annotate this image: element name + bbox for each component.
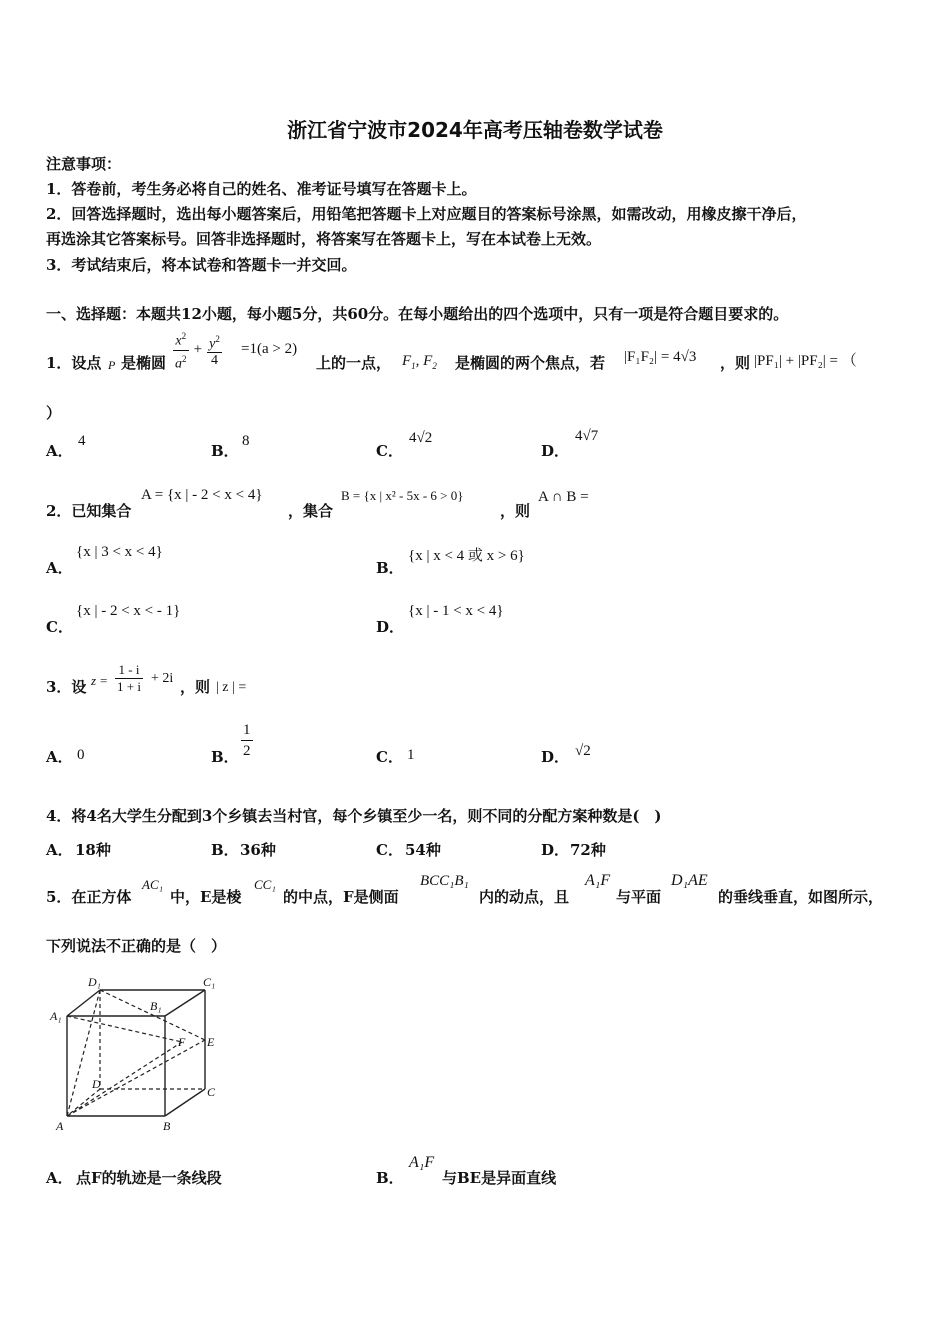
q2-text-3: ，则 — [500, 502, 531, 520]
q5-text-line-2: 下列说法不正确的是（ ） — [46, 937, 227, 955]
q5-option-b-math: A₁F — [409, 1154, 435, 1171]
q3-plus-2i: + 2i — [151, 671, 174, 686]
q1-option-a-value: 4 — [78, 433, 86, 449]
q1-text-3: 上的一点， — [316, 354, 392, 372]
q1-option-c-label: C． — [376, 442, 403, 460]
q1-close-paren: ） — [46, 404, 62, 422]
q3-option-a-value: 0 — [77, 747, 85, 763]
q2-option-b-value: {x | x < 4 或 x > 6} — [408, 548, 525, 564]
q3-option-a-label: A． — [46, 748, 73, 766]
q1-text-2: 是椭圆 — [121, 354, 167, 372]
note-item-1: 1．答卷前，考生务必将自己的姓名、准考证号填写在答题卡上。 — [46, 180, 477, 198]
q3-option-b-value: $\frac{1}{2}$ — [243, 722, 251, 759]
q1-frac-y: $\frac{y^2}{4}$ — [207, 331, 222, 370]
q5-math-d1ae: D₁AE — [671, 872, 708, 889]
q1-condition: |F₁F₂| = 4√3 — [624, 349, 697, 365]
q5-option-a-label: A． — [46, 1169, 73, 1187]
q1-text-5: ，则 — [720, 354, 751, 372]
fig-label-c: C — [207, 1085, 216, 1099]
page-title: 浙江省宁波市2024年高考压轴卷数学试卷 — [287, 118, 663, 142]
q1-ask: |PF₁| + |PF₂| = （ — [754, 353, 857, 369]
note-item-2: 2．回答选择题时，选出每小题答案后，用铅笔把答题卡上对应题目的答案标号涂黑，如需改动，用橡皮擦干净后， — [46, 205, 807, 223]
fig-label-a1: A₁ — [50, 1009, 62, 1023]
q1-frac-x: $\frac{x^2}{a^2}$ — [173, 328, 189, 372]
q5-text-5: 与平面 — [616, 888, 662, 906]
fig-label-d1: D₁ — [88, 975, 101, 989]
fig-label-b1: B₁ — [150, 999, 162, 1013]
cube-edge-c-b — [165, 1089, 205, 1116]
notes-heading: 注意事项： — [46, 155, 122, 173]
q2-option-c-value: {x | - 2 < x < - 1} — [76, 603, 181, 619]
q4-option-a-value: 18种 — [75, 841, 111, 859]
q2-option-d-label: D． — [376, 618, 405, 636]
q4-option-d-value: 72种 — [570, 841, 606, 859]
q5-math-ac1: AC₁ — [142, 877, 164, 892]
q2-text-2: ，集合 — [288, 502, 334, 520]
q1-point-p: P — [108, 358, 116, 372]
q5-text-4: 内的动点，且 — [479, 888, 570, 906]
q1-eq-end: =1(a > 2) — [241, 341, 298, 357]
q3-option-d-label: D． — [541, 748, 570, 766]
q2-ask: A ∩ B = — [538, 489, 589, 505]
q5-text-6: 的垂线垂直，如图所示， — [718, 888, 884, 906]
q2-set-a: A = {x | - 2 < x < 4} — [141, 487, 263, 503]
q5-math-a1f: A₁F — [585, 872, 611, 889]
fig-label-a: A — [56, 1119, 64, 1133]
cube-hidden-d-a — [67, 1089, 100, 1116]
note-item-3: 3．考试结束后，将本试卷和答题卡一并交回。 — [46, 256, 357, 274]
cube-line-a-e — [67, 1040, 205, 1116]
q2-option-a-value: {x | 3 < x < 4} — [76, 544, 163, 560]
q3-text-2: ，则 — [180, 678, 211, 696]
q3-numerator: 1 - i — [115, 662, 143, 679]
q2-option-d-value: {x | - 1 < x < 4} — [408, 603, 504, 619]
fig-label-b: B — [163, 1119, 171, 1133]
q3-text-1: 3．设 — [46, 678, 87, 696]
q3-z: z = — [91, 673, 109, 688]
note-item-2-cont: 再选涂其它答案标号。回答非选择题时，将答案写在答题卡上，写在本试卷上无效。 — [46, 230, 602, 248]
q2-set-b: B = {x | x² - 5x - 6 > 0} — [341, 488, 464, 503]
q3-option-d-value: √2 — [575, 743, 591, 759]
q5-text-3: 的中点，F是侧面 — [283, 888, 399, 906]
q5-text-2: 中，E是棱 — [170, 888, 242, 906]
q5-option-a-text: 点F的轨迹是一条线段 — [76, 1169, 222, 1187]
q1-option-b-label: B． — [211, 442, 239, 460]
section-heading: 一、选择题：本题共12小题，每小题5分，共60分。在每小题给出的四个选项中，只有一项是符合题目要求的。 — [46, 305, 789, 323]
q3-denominator: 1 + i — [117, 679, 141, 694]
q1-ellipse-equation: $\frac{x^2}{a^2}$ + $\frac{y^2}{4}$ — [173, 328, 222, 372]
q1-text-4: 是椭圆的两个焦点，若 — [455, 354, 606, 372]
q5-text-1: 5．在正方体 — [46, 888, 132, 906]
cube-edge-a1-d1 — [67, 990, 100, 1016]
q4-option-b-value: 36种 — [240, 841, 276, 859]
fig-label-c1: C₁ — [203, 975, 216, 989]
q4-option-d-label: D． — [541, 841, 570, 859]
q1-option-c-value: 4√2 — [409, 430, 433, 446]
fig-label-f: F — [178, 1035, 186, 1049]
cube-figure — [40, 968, 230, 1138]
q1-option-d-label: D． — [541, 442, 570, 460]
q3-option-c-value: 1 — [407, 747, 415, 763]
q1-option-d-value: 4√7 — [575, 428, 599, 444]
q3-option-c-label: C． — [376, 748, 403, 766]
q4-option-a-label: A． — [46, 841, 73, 859]
cube-line-d1-e — [100, 990, 205, 1040]
q3-fraction — [115, 662, 143, 695]
q1-text-1: 1．设点 — [46, 354, 102, 372]
q4-text: 4．将4名大学生分配到3个乡镇去当村官，每个乡镇至少一名，则不同的分配方案种数是( ) — [46, 807, 662, 825]
q5-math-bcc1b1: BCC₁B₁ — [420, 873, 469, 889]
q5-option-b-label: B． — [376, 1169, 404, 1187]
cube-edge-b1-c1 — [165, 990, 205, 1016]
q3-option-b-label: B． — [211, 748, 239, 766]
q1-foci: $F_1$, $F_2$ — [402, 353, 437, 371]
q2-option-a-label: A． — [46, 559, 73, 577]
q2-option-c-label: C． — [46, 618, 73, 636]
q2-option-b-label: B． — [376, 559, 404, 577]
q4-option-b-label: B． — [211, 841, 239, 859]
q4-option-c-label: C． — [376, 841, 403, 859]
q2-text-1: 2．已知集合 — [46, 502, 132, 520]
q5-option-b-text: 与BE是异面直线 — [442, 1169, 557, 1187]
q5-math-cc1: CC₁ — [254, 877, 276, 892]
cube-line-d1-a — [67, 990, 100, 1116]
q4-option-c-value: 54种 — [405, 841, 441, 859]
q1-option-b-value: 8 — [242, 433, 250, 449]
fig-label-d: D — [92, 1077, 101, 1091]
fig-label-e: E — [207, 1035, 215, 1049]
q1-option-a-label: A． — [46, 442, 73, 460]
q3-ask: | z | = — [216, 680, 247, 695]
